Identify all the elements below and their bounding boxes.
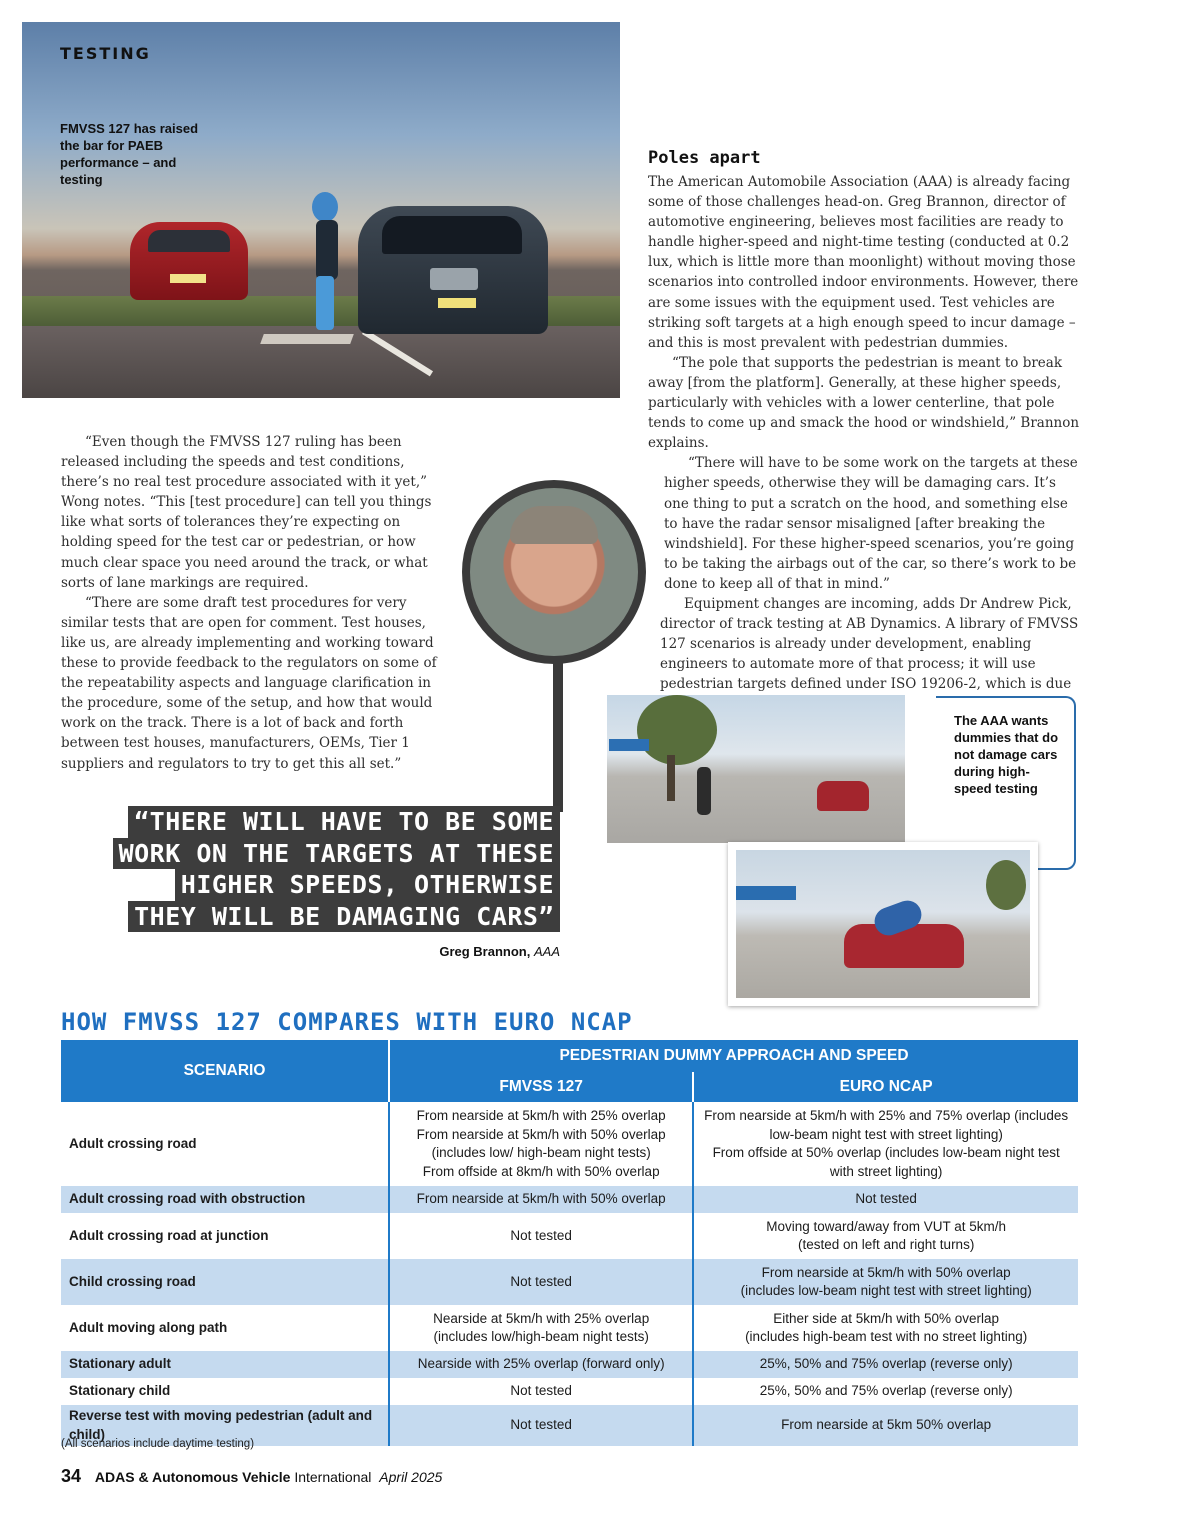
pull-quote-line: THEY WILL BE DAMAGING CARS” [128, 901, 560, 933]
dummy-platform [260, 334, 354, 344]
page-number: 34 [61, 1466, 82, 1486]
scenario-cell: Reverse test with moving pedestrian (adult and child) [61, 1405, 389, 1446]
pedestrian-dummy-head [312, 192, 338, 222]
euro-ncap-cell: Either side at 5km/h with 50% overlap (includes high-beam test with no street lighting) [745, 1310, 1028, 1344]
red-test-car [130, 222, 248, 300]
body-paragraph: Equipment changes are incoming, adds Dr Andrew Pick, director of track testing at AB Dynamics. A library of FMVSS 127 scenarios is already under development, enabling engineers to automate more of that process; it will use pedestrian targets defined under ISO 19206-2, which is due [660, 595, 1079, 693]
euro-ncap-cell: From nearside at 5km/h with 25% and 75% overlap (includes low-beam night test with street lighting) From offside at 50% overlap (includes low-beam night test with street lighting) [704, 1108, 1069, 1179]
pull-quote-line: WORK ON THE TARGETS AT THESE [113, 838, 560, 870]
body-paragraph: The American Automobile Association (AAA) is already facing some of those challenges head-on. Greg Brannon, director of automotive engineering, believes most facilities are ready to handle higher-speed and night-time testing (conducted at 0.2 lux, which is little more than moonlight) without moving those scenarios into controlled indoor environments. However, there are some issues with the equipment used. Test vehicles are striking soft targets at a high enough speed to incur damage – and this is most prevalent with pedestrian dummies. [648, 174, 1079, 351]
body-paragraph: “There are some draft test procedures for very similar tests that are open for comment. Test houses, like us, are already implementing and working toward these to provide feedback to the regulators on some of the repeatability aspects and language clarification in the procedure, some of the setup, and how that would work on the track. There is a lot of back and forth between test houses, manufacturers, OEMs, Tier 1 suppliers and regulators to try to get this all set.” [61, 594, 437, 772]
gray-test-car [358, 206, 548, 334]
table-row [61, 1213, 1078, 1259]
fmvss-cell: Not tested [389, 1259, 693, 1305]
euro-ncap-cell: Not tested [693, 1186, 1078, 1213]
table-row [61, 1186, 1078, 1213]
scenario-cell: Adult crossing road at junction [69, 1227, 269, 1243]
pull-quote [113, 806, 560, 932]
scenario-cell: Child crossing road [61, 1259, 389, 1305]
track-photo-1 [607, 695, 905, 843]
hero-caption: FMVSS 127 has raised the bar for PAEB performance – and testing [60, 121, 199, 187]
table-row [61, 1378, 1078, 1405]
fmvss-cell: Nearside at 5km/h with 25% overlap (includes low/high-beam night tests) [389, 1305, 693, 1351]
table-title: HOW FMVSS 127 COMPARES WITH EURO NCAP [61, 1008, 633, 1036]
page-footer [61, 1466, 442, 1487]
fmvss-cell: From nearside at 5km/h with 50% overlap [389, 1186, 693, 1213]
quote-connector-line [553, 662, 563, 812]
euro-ncap-cell: From nearside at 5km 50% overlap [693, 1405, 1078, 1446]
fmvss-cell: Not tested [389, 1405, 693, 1446]
euro-ncap-cell: From nearside at 5km/h with 50% overlap (includes low-beam night test with street lighting) [693, 1259, 1078, 1305]
attribution-name: Greg Brannon, [439, 944, 531, 959]
column-header-euro-ncap: EURO NCAP [693, 1072, 1078, 1102]
fmvss-cell: Nearside with 25% overlap (forward only) [389, 1351, 693, 1378]
euro-ncap-cell: 25%, 50% and 75% overlap (reverse only) [759, 1383, 1013, 1399]
euro-ncap-cell: 25%, 50% and 75% overlap (reverse only) [693, 1351, 1078, 1378]
scenario-cell: Stationary adult [61, 1351, 389, 1378]
track-photo-2 [728, 842, 1038, 1006]
body-paragraph: “There will have to be some work on the targets at these higher speeds, otherwise they will be damaging cars. It’s one thing to put a scratch on the hood, and something else to have the radar sensor misaligned [after breaking the windshield]. For these higher-speed scenarios, you’re going to be taking the airbags out of the car, so there’s work to be done to keep all of that in mind.” [664, 455, 1078, 592]
magazine-name: ADAS & Autonomous Vehicle [94, 1469, 291, 1485]
pull-quote-line: “THERE WILL HAVE TO BE SOME [128, 806, 560, 838]
table-row [61, 1102, 1078, 1186]
body-paragraph: “Even though the FMVSS 127 ruling has been released including the speeds and test conditions, there’s no real test procedure associated with it yet,” Wong notes. “This [test procedure] can tell you things like what sorts of tolerances they’re expecting on holding speed for the test car or pedestrian, or how much clear space you need around the track, or what sorts of lane markings are required. [61, 434, 432, 591]
right-column [648, 172, 1082, 694]
pedestrian-dummy-body [316, 220, 338, 280]
table-note: (All scenarios include daytime testing) [61, 1438, 255, 1450]
scenario-cell: Adult crossing road [69, 1135, 197, 1151]
portrait-photo [462, 480, 646, 664]
attribution-org: AAA [533, 944, 560, 959]
fmvss-cell: Not tested [389, 1213, 693, 1259]
pull-quote-attribution [300, 944, 560, 959]
issue-date: April 2025 [379, 1469, 443, 1485]
table-row [61, 1305, 1078, 1351]
callout-text: The AAA wants dummies that do not damage cars during high-speed testing [954, 713, 1059, 796]
magazine-name-suffix: International [294, 1469, 372, 1485]
hero-photo [22, 22, 620, 398]
table-row [61, 1259, 1078, 1305]
scenario-cell: Adult crossing road with obstruction [61, 1186, 389, 1213]
left-column [61, 432, 439, 774]
column-header-fmvss: FMVSS 127 [389, 1072, 693, 1102]
body-paragraph: “The pole that supports the pedestrian is meant to break away [from the platform]. Generally, at these higher speeds, particularly with vehicles with a lower centerline, that pole tends to come up and smack the hood or windshield,” Brannon explains. [648, 354, 1080, 452]
section-label: TESTING [60, 44, 151, 63]
column-header-group: PEDESTRIAN DUMMY APPROACH AND SPEED [389, 1040, 1078, 1072]
scenario-cell: Stationary child [69, 1383, 171, 1399]
scenario-cell: Adult moving along path [69, 1319, 228, 1335]
euro-ncap-cell: Moving toward/away from VUT at 5km/h (tested on left and right turns) [766, 1218, 1007, 1252]
fmvss-cell: From nearside at 5km/h with 25% overlap From nearside at 5km/h with 50% overlap (includes low/ high-beam night tests) From offside at 8km/h with 50% overlap [389, 1102, 693, 1186]
pull-quote-line: HIGHER SPEEDS, OTHERWISE [175, 869, 560, 901]
subhead: Poles apart [648, 148, 761, 168]
column-header-scenario: SCENARIO [61, 1040, 389, 1102]
table-row [61, 1351, 1078, 1378]
pedestrian-dummy-legs [316, 276, 334, 330]
fmvss-cell: Not tested [389, 1378, 693, 1405]
comparison-table [61, 1040, 1078, 1446]
